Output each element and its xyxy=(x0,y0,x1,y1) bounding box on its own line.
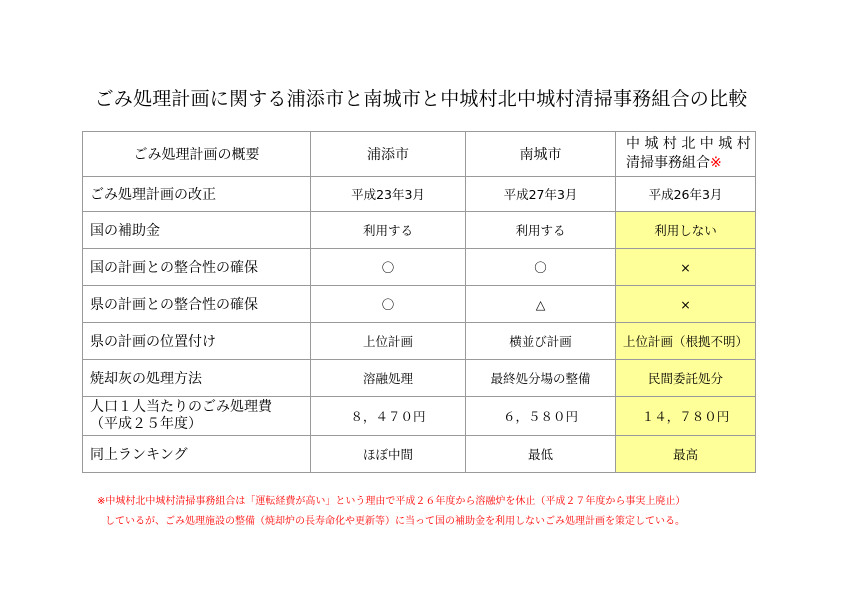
table-row xyxy=(83,212,756,249)
header-col-nanjo: 南城市 xyxy=(466,132,616,177)
row-label: 県の計画の位置付け xyxy=(83,323,311,360)
asterisk-mark: ※ xyxy=(710,155,722,171)
cell-union: 利用しない xyxy=(616,212,756,249)
cell-urasoe: 利用する xyxy=(311,212,466,249)
cell-union: 平成26年3月 xyxy=(616,177,756,212)
cell-union: 民間委託処分 xyxy=(616,360,756,397)
cell-nanjo: 〇 xyxy=(466,249,616,286)
table-row xyxy=(83,323,756,360)
cell-nanjo: 最終処分場の整備 xyxy=(466,360,616,397)
row-label xyxy=(83,397,311,436)
cell-nanjo: 平成27年3月 xyxy=(466,177,616,212)
cell-nanjo: 最低 xyxy=(466,436,616,473)
cell-union: 上位計画（根拠不明） xyxy=(616,323,756,360)
cell-union: １４，７８０円 xyxy=(616,397,756,436)
cell-urasoe: 上位計画 xyxy=(311,323,466,360)
cell-urasoe: 平成23年3月 xyxy=(311,177,466,212)
table-row xyxy=(83,177,756,212)
cell-urasoe: 〇 xyxy=(311,249,466,286)
table-row xyxy=(83,249,756,286)
table-row xyxy=(83,436,756,473)
cell-urasoe: 〇 xyxy=(311,286,466,323)
cell-urasoe: ８，４７０円 xyxy=(311,397,466,436)
header-label: ごみ処理計画の概要 xyxy=(83,132,311,177)
footnote-line2: しているが、ごみ処理施設の整備（焼却炉の長寿命化や更新等）に当って国の補助金を利用しないごみ処理計画を策定している。 xyxy=(105,516,685,527)
cell-nanjo: 横並び計画 xyxy=(466,323,616,360)
table-header-row xyxy=(83,132,756,177)
row-label: ごみ処理計画の改正 xyxy=(83,177,311,212)
table-row xyxy=(83,397,756,436)
cell-union: × xyxy=(616,286,756,323)
cell-urasoe: ほぼ中間 xyxy=(311,436,466,473)
footnote-line1: ※中城村北中城村清掃事務組合は「運転経費が高い」という理由で平成２６年度から溶融炉を休止（平成２７年度から事実上廃止） xyxy=(97,496,686,507)
header-col-union-line2: 清掃事務組合 xyxy=(626,155,710,171)
cell-union: × xyxy=(616,249,756,286)
row-label: 県の計画との整合性の確保 xyxy=(83,286,311,323)
header-col-urasoe: 浦添市 xyxy=(311,132,466,177)
cell-union: 最高 xyxy=(616,436,756,473)
row-label: 同上ランキング xyxy=(83,436,311,473)
page-title: ごみ処理計画に関する浦添市と南城市と中城村北中城村清掃事務組合の比較 xyxy=(94,88,748,110)
cell-urasoe: 溶融処理 xyxy=(311,360,466,397)
row-label: 焼却灰の処理方法 xyxy=(83,360,311,397)
row-label: 国の計画との整合性の確保 xyxy=(83,249,311,286)
row-label-line1: 人口１人当たりのごみ処理費 xyxy=(90,399,272,415)
cell-nanjo: △ xyxy=(466,286,616,323)
table-row xyxy=(83,286,756,323)
footnote xyxy=(97,492,685,532)
comparison-table xyxy=(82,131,756,473)
table-row xyxy=(83,360,756,397)
header-col-union xyxy=(616,132,756,177)
cell-nanjo: ６，５８０円 xyxy=(466,397,616,436)
row-label: 国の補助金 xyxy=(83,212,311,249)
row-label-line2: （平成２５年度） xyxy=(90,416,202,432)
header-col-union-line1: 中 城 村 北 中 城 村 xyxy=(626,136,751,152)
cell-nanjo: 利用する xyxy=(466,212,616,249)
